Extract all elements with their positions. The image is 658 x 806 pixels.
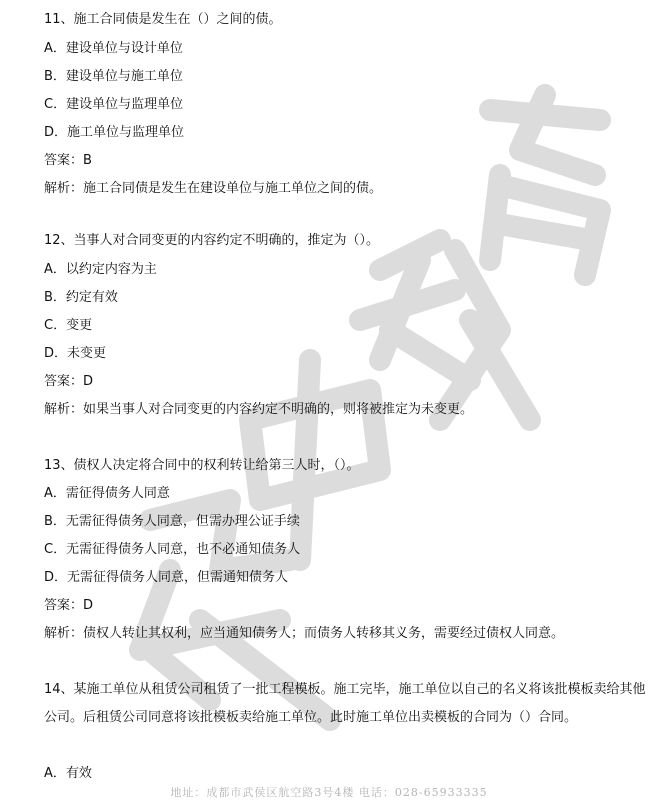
analysis: 解析：债权人转让其权利，应当通知债务人；而债务人转移其义务，需要经过债权人同意。 [44, 626, 565, 641]
option-d: D．未变更 [44, 346, 107, 361]
analysis: 解析：施工合同债是发生在建设单位与施工单位之间的债。 [44, 181, 383, 196]
option-a: A．以约定内容为主 [44, 262, 157, 277]
option-b: B．约定有效 [44, 290, 118, 305]
option-b: B．建设单位与施工单位 [44, 69, 183, 84]
analysis: 解析：如果当事人对合同变更的内容约定不明确的，则将被推定为未变更。 [44, 402, 474, 417]
page-footer: 地址：成都市武侯区航空路3号4楼 电话：028-65933335 [170, 786, 488, 799]
question-stem: 14、某施工单位从租赁公司租赁了一批工程模板。施工完毕，施工单位以自己的名义将该批模板卖给其他公司。后租赁公司同意将该批模板卖给施工单位。此时施工单位出卖模板的合同为（）合同。 [44, 682, 646, 725]
option-a: A．建设单位与设计单位 [44, 41, 183, 56]
option-c: C．建设单位与监理单位 [44, 97, 184, 112]
option-c: C．无需征得债务人同意，也不必通知债务人 [44, 542, 301, 557]
option-d: D．施工单位与监理单位 [44, 125, 185, 140]
option-a: A．需征得债务人同意 [44, 486, 170, 501]
option-c: C．变更 [44, 318, 93, 333]
answer: 答案：D [44, 374, 94, 389]
question-stem: 12、当事人对合同变更的内容约定不明确的，推定为（）。 [44, 233, 380, 248]
option-d: D．无需征得债务人同意，但需通知债务人 [44, 570, 289, 585]
answer: 答案：B [44, 153, 92, 168]
question-stem: 13、债权人决定将合同中的权利转让给第三人时，（）。 [44, 458, 360, 473]
option-b: B．无需征得债务人同意，但需办理公证手续 [44, 514, 300, 529]
question-stem: 11、施工合同债是发生在（）之间的债。 [44, 12, 282, 27]
answer: 答案：D [44, 598, 94, 613]
option-a: A．有效 [44, 766, 92, 781]
